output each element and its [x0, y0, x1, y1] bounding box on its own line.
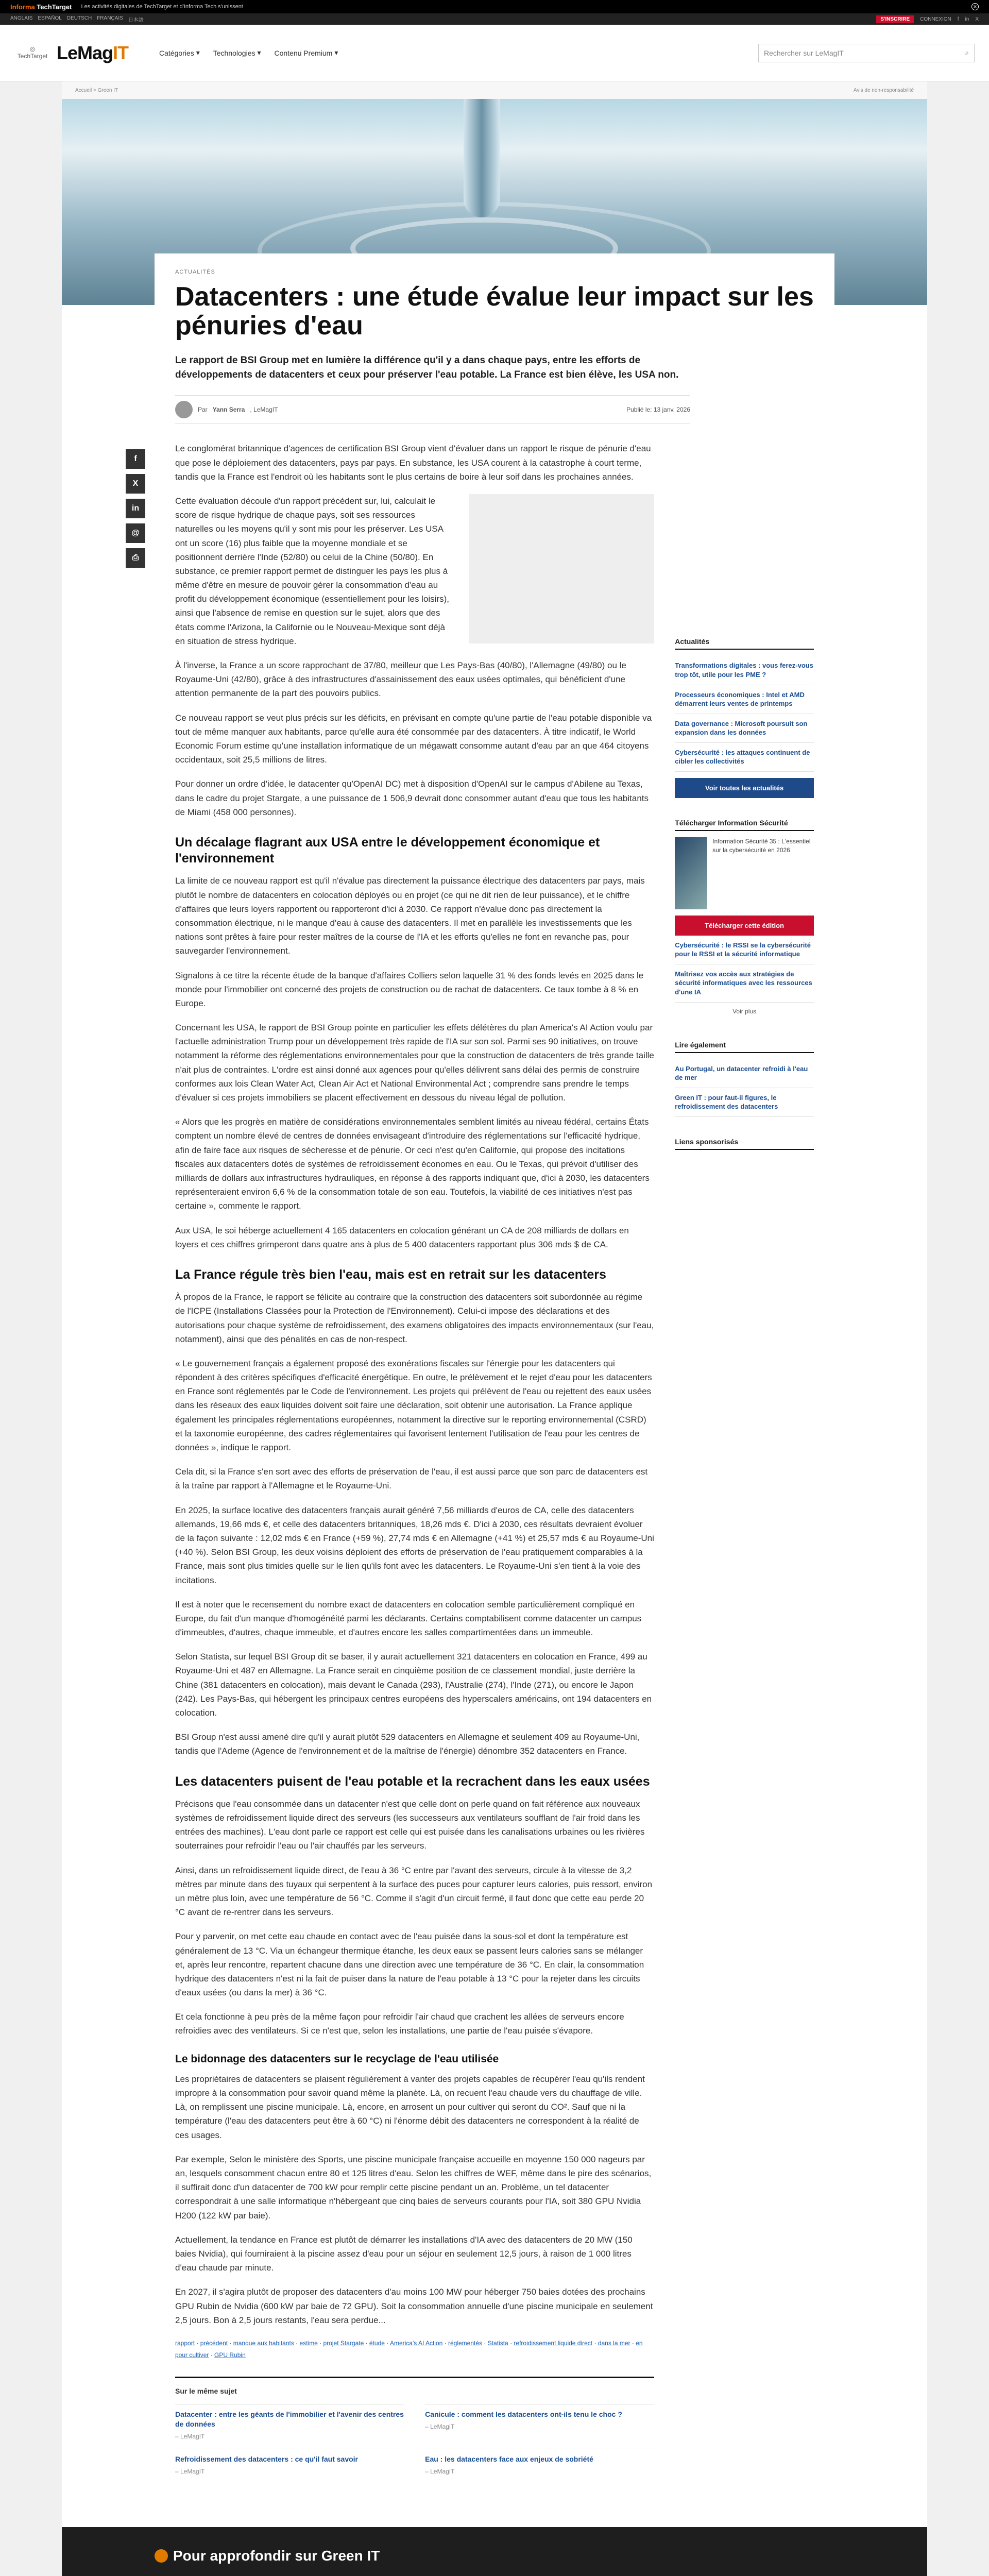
- paragraph: Par exemple, Selon le ministère des Sports, une piscine municipale française accueille en moyenne 150 000 nageurs par an, lesquels consomment chacun entre 80 et 125 litres d'eau. Selon les chiffres de WEF, même dans le pire des scénarios, il suffirait donc d'un datacenter de 700 kW pour remplir cette piscine pendant un an. Problème, un tel datacenter correspondrait à une salle informatique n'hébergeant que cinq baies de serveurs courants pour l'IA, soit 380 GPU Nvidia H200 (122 kW par baie).: [175, 2154, 652, 2221]
- article-kicker: ACTUALITÉS: [175, 269, 215, 275]
- section-title: Pour approfondir sur Green IT: [173, 2547, 380, 2564]
- paragraph: Concernant les USA, le rapport de BSI Group pointe en particulier les effets délétères du plan America's AI Action voulu par l'actuelle administration Trump pour un développement très rapide de l'IA sur son sol. Parmi ses 90 initiatives, on trouve notamment la réforme des réglementations environnementales pour que la construction de datacenters de très grande taille n'ait plus de contraintes. L'ordre est ainsi donné aux agences pour qu'elles délivrent sans délai des permis de construire conformes aux lois Clean Water Act, Clean Air Act et National Environmental Act ; comprendre sans prendre le temps d'évaluer si ces projets immobiliers se placent effectivement en dessous du niveau légal de pollution.: [175, 1023, 654, 1103]
- inline-ad[interactable]: [469, 494, 654, 643]
- search-icon[interactable]: ⌕: [965, 48, 969, 57]
- also-read-item[interactable]: Au Portugal, un datacenter refroidi à l'eau de mer: [675, 1059, 814, 1088]
- breadcrumb: [62, 81, 927, 99]
- paragraph: En 2027, il s'agira plutôt de proposer des datacenters d'au moins 100 MW pour héberger 750 baies dotées des prochains GPU Rubin de Nvidia (600 kW par baie de 72 GPU). Soit la consommation annuelle d'une piscine municipale en seulement 2,5 jours. Bon à 2,5 jours restants, l'eau sera perdue...: [175, 2287, 653, 2325]
- paragraph: Cela dit, si la France s'en sort avec des efforts de préservation de l'eau, il est aussi parce que son parc de datacenters est à la traîne par rapport à l'Allemagne et le Royaume-Uni.: [175, 1467, 648, 1491]
- article-link[interactable]: America's AI Action: [389, 2339, 443, 2347]
- article-link[interactable]: manque aux habitants: [233, 2339, 294, 2347]
- x-share-icon[interactable]: X: [126, 474, 145, 494]
- paragraph: Les propriétaires de datacenters se plaisent régulièrement à vanter des projets capables de récupérer l'eau qu'ils rendent impropre à la consommation pour savoir quand même la planète. Là, on recuent l'eau chaude vers du chauffage de ville. Là, on remplissent une piscine municipale. Là, encore, en arrosent un pour cultiver qui seront du CO². Sauf que ni la température (l'eau des datacenters peut être à 60 °C) ni l'énorme débit des datacenters ne correspondent à la réalité de ces usages.: [175, 2074, 645, 2140]
- email-share-icon[interactable]: @: [126, 523, 145, 543]
- author-link[interactable]: Yann Serra: [212, 406, 245, 414]
- share-bar: [126, 449, 145, 568]
- paragraph: Précisons que l'eau consommée dans un datacenter n'est que celle dont on perle quand on fait référence aux nouveaux systèmes de refroidissement liquide direct des serveurs (les successeurs aux ventilateurs soufflant de l'air froid dans les entrées des machines). L'eau dont parle ce rapport est celle qui est puisée dans les canalisations urbaines ou les rivières souterraines pour refroidir l'eau ou l'air chauffés par les serveurs.: [175, 1799, 645, 1851]
- print-icon[interactable]: ⎙: [126, 548, 145, 568]
- login-link[interactable]: CONNEXION: [920, 16, 951, 22]
- paragraph: Il est à noter que le recensement du nombre exact de datacenters en colocation semble particulièrement compliqué en Europe, du fait d'un manque d'homogénéité parmi les déclarants. Certains comptabilisent comme datacenter un campus d'immeubles, d'autres, chaque immeuble, et d'autres encore les salles compartimentées dans un immeuble.: [175, 1599, 642, 1638]
- nav-categories[interactable]: Catégories ▾: [159, 48, 200, 57]
- sidebar: [675, 442, 814, 2476]
- section-heading: Les datacenters puisent de l'eau potable et la recrachent dans les eaux usées: [175, 1774, 650, 1789]
- chevron-down-icon: ▾: [334, 48, 338, 57]
- paragraph: Et cela fonctionne à peu près de la même façon pour refroidir l'air chaud que crachent les allées de serveurs encore refroidies avec des ventilateurs. Si ce n'est que, selon les installations, une partie de l'eau puisée s'évapore.: [175, 2012, 624, 2036]
- article-link[interactable]: rapport: [175, 2339, 195, 2347]
- also-read-item[interactable]: Green IT : pour faut-il figures, le refroidissement des datacenters: [675, 1088, 814, 1117]
- chevron-down-icon: ▾: [196, 48, 200, 57]
- paragraph: Pour donner un ordre d'idée, le datacenter qu'OpenAI DC) met à disposition d'OpenAI sur le campus d'Abilene au Texas, dans le cadre du projet Stargate, a une puissance de 1 506,9 devrait donc consommer autant d'eau que tous les habitants de Miami (458 000 personnes).: [175, 779, 649, 817]
- byline: Par Yann Serra , LeMagIT Publié le: 13 janv. 2026: [175, 395, 690, 424]
- topbar-message[interactable]: Les activités digitales de TechTarget et d'Informa Tech s'unissent: [81, 4, 243, 10]
- search-input[interactable]: Rechercher sur LeMagIT ⌕: [758, 44, 975, 62]
- paragraph: Ce nouveau rapport se veut plus précis sur les déficits, en prévisant en compte qu'une partie de l'eau potable disponible va tout de même manquer aux habitants, parce qu'elle aura été consommée par des datacenters. À titre indicatif, le World Economic Forum estime qu'une installation informatique de un mégawatt consomme autant d'eau par an que 464 citoyens occidentaux, soit 25,5 millions de litres.: [175, 713, 652, 765]
- language-bar: [0, 13, 989, 25]
- lang-link[interactable]: ANGLAIS: [10, 15, 33, 21]
- article-link[interactable]: refroidissement liquide direct: [514, 2339, 593, 2347]
- close-icon[interactable]: ✕: [971, 3, 979, 10]
- avatar: [175, 401, 193, 418]
- facebook-icon[interactable]: f: [957, 16, 959, 22]
- see-more-link[interactable]: Voir plus: [732, 1007, 757, 1015]
- nav-technologies[interactable]: Technologies ▾: [213, 48, 261, 57]
- paragraph: Actuellement, la tendance en France est plutôt de démarrer les installations d'IA avec des datacenters de 20 MW (150 baies Nvidia), qui fourniraient à la piscine assez d'eau pour un séjour en seulement 12,5 jours, à raison de 1 000 litres d'eau chaude par minute.: [175, 2234, 633, 2273]
- article-links: rapport · précédent · manque aux habitants · estime · projet Stargate · étude · America's AI Action · réglementés · Statista · refroidissement liquide direct · dans la mer · en pour cultiver · GPU Rubin: [175, 2339, 643, 2359]
- paragraph: Selon Statista, sur lequel BSI Group dit se baser, il y aurait actuellement 321 datacenters en colocation en France, 499 au Royaume-Uni et 487 en Allemagne. La France serait en cinquième position de ce classement mondial, juste derrière la Chine (381 datacenters en colocation), mais devant le Canada (293), l'Australie (274), l'Inde (271), ou encore le Japon (242). Les Pays-Bas, qui hébergent les principaux centres européens des hyperscalers américains, ont 194 datacenters en colocation.: [175, 1652, 652, 1718]
- arrow-icon: [155, 2549, 168, 2563]
- news-item[interactable]: Cybersécurité : les attaques continuent de cibler les collectivités: [675, 743, 814, 772]
- lang-link[interactable]: 日本語: [128, 17, 144, 23]
- section-subheading: Le bidonnage des datacenters sur le recyclage de l'eau utilisée: [175, 2053, 499, 2065]
- article-link[interactable]: dans la mer: [598, 2339, 630, 2347]
- lang-link[interactable]: FRANÇAIS: [97, 15, 123, 21]
- paragraph: Signalons à ce titre la récente étude de la banque d'affaires Colliers selon laquelle 31 % des fonds levés en 2025 dans le monde pour l'immobilier ont concerné des projets de construction ou de rachat de datacenters. Ce taux tombe à 8 % en Europe.: [175, 970, 644, 1008]
- paragraph: Aux USA, le soi héberge actuellement 4 165 datacenters en colocation générant un CA de 208 milliards de dollars en loyers et ces chiffres grimperont dans quatre ans à plus de 5 400 datacenters rapportant plus 306 mds $ de CA.: [175, 1225, 629, 1249]
- article-link[interactable]: Statista: [487, 2339, 508, 2347]
- paragraph: « Le gouvernement français a également proposé des exonérations fiscales sur l'énergie pour les datacenters qui répondent à des critères spécifiques d'efficacité énergétique. En outre, le prélèvement et le rejet d'eau pour les datacenters en France sont réglementés par le Code de l'environnement. Les projets qui prélèvent de l'eau ou rejettent des eaux usées dans les réseaux des eaux liquides doivent soit faire une déclaration, soit obtenir une autorisation. La France applique également les principales réglementations européennes, notamment la directive sur le reporting environnemental (CSRD) et la taxonomie européenne, des cadres réglementaires qui favorisent lentement l'utilisation de l'eau pour les centres de données », indique le rapport.: [175, 1358, 652, 1453]
- water-drop: [464, 99, 500, 217]
- download-button[interactable]: Télécharger cette édition: [675, 916, 814, 936]
- informa-topbar: [0, 0, 989, 13]
- sponsored-widget: [675, 1138, 814, 1150]
- disclaimer-link[interactable]: Avis de non-responsabilité: [853, 87, 914, 93]
- magazine-description: Information Sécurité 35 : L'essentiel sur la cybersécurité en 2026: [712, 837, 811, 854]
- page-title: Datacenters : une étude évalue leur impact sur les pénuries d'eau: [175, 282, 814, 341]
- article-link[interactable]: réglementés: [448, 2339, 483, 2347]
- paragraph: Le conglomérat britannique d'agences de certification BSI Group vient d'évaluer dans un rapport le risque de pénurie d'eau que pose le déploiement des datacenters, pays par pays. En substance, les USA courent à la catastrophe à court terme, tandis que la France est l'endroit où les habitants sont le plus certains de boire à leur soif dans les prochaines années.: [175, 444, 651, 482]
- paragraph: En 2025, la surface locative des datacenters français aurait généré 7,56 milliards d'euros de CA, celle des datacenters allemands, 19,66 mds €, et celle des datacenters britanniques, 18,26 mds €. D'ici à 2030, ces résultats devraient évoluer de la façon suivante : 12,02 mds € en France (+59 %), 27,74 mds € en Allemagne (+41 %) et 25,57 mds € au Royaume-Uni (+40 %). Selon BSI Group, les deux voisins déploient des efforts de préservation de l'eau pratiquement comparables à la France, mais sont plus timides quelle sur le lien qu'ils font avec les datacenters. Le Royaume-Uni s'en tient à la voie des incitations.: [175, 1505, 654, 1585]
- x-icon[interactable]: X: [975, 16, 979, 22]
- related-item[interactable]: Datacenter : entre les géants de l'immobilier et l'avenir des centres de données – LeMagIT: [175, 2404, 404, 2441]
- article-body: [175, 442, 654, 2476]
- publish-date: Publié le: 13 janv. 2026: [626, 406, 690, 414]
- widget-title: Télécharger Information Sécurité: [675, 819, 814, 831]
- magazine-cover[interactable]: [675, 837, 707, 909]
- section-heading: La France régule très bien l'eau, mais est en retrait sur les datacenters: [175, 1267, 606, 1282]
- nav-premium[interactable]: Contenu Premium ▾: [274, 48, 338, 57]
- download-widget: [675, 819, 814, 1020]
- news-item[interactable]: Data governance : Microsoft poursuit son expansion dans les données: [675, 714, 814, 743]
- paragraph: « Alors que les progrès en matière de considérations environnementales semblent limités au niveau fédéral, certains États comptent un nombre élevé de centres de données envisageant d'introduire des réglementations sur l'efficacité hydrique, afin de faire face aux risques de sécheresse et de pénurie. Or ceci n'est qu'en Californie, qui propose des incitations fiscales aux datacenters dotés de systèmes de refroidissement économes en eau. Ou le Texas, qui prévoit d'utiliser des milliards de dollars aux infrastructures hydrauliques, en réponse à des rapports indiquant que, d'ici à 2030, les datacenters représenteraient environ 6,6 % de la consommation totale de son eau. Toutefois, la viabilité de ces initiatives n'est pas certaine », commente le rapport.: [175, 1117, 650, 1211]
- informa-brand[interactable]: Informa TechTarget: [10, 3, 72, 11]
- related-item[interactable]: Canicule : comment les datacenters ont-ils tenu le choc ? – LeMagIT: [425, 2404, 654, 2441]
- techtarget-logo[interactable]: ◎ TechTarget: [17, 45, 48, 60]
- article: [131, 253, 834, 2506]
- news-item[interactable]: Processeurs économiques : Intel et AMD démarrent leurs ventes de printemps: [675, 685, 814, 714]
- more-on-topic: [62, 2527, 927, 2576]
- news-item[interactable]: Transformations digitales : vous ferez-vous trop tôt, utile pour les PME ?: [675, 656, 814, 685]
- lang-link[interactable]: ESPAÑOL: [38, 15, 62, 21]
- article-lead: Le rapport de BSI Group met en lumière la différence qu'il y a dans chaque pays, entre les efforts de développements de datacenters et ceux pour préserver l'eau potable. La France est bien élève, les USA non.: [175, 355, 679, 380]
- related-item[interactable]: Refroidissement des datacenters : ce qu'il faut savoir – LeMagIT: [175, 2449, 404, 2476]
- facebook-share-icon[interactable]: f: [126, 449, 145, 469]
- chevron-down-icon: ▾: [257, 48, 261, 57]
- related-item[interactable]: Eau : les datacenters face aux enjeux de sobriété – LeMagIT: [425, 2449, 654, 2476]
- article-link[interactable]: GPU Rubin: [214, 2351, 246, 2359]
- download-item[interactable]: Cybersécurité : le RSSI se la cybersécurité pour le RSSI et la sécurité informatique: [675, 936, 814, 964]
- linkedin-icon[interactable]: in: [965, 16, 969, 22]
- related-articles: [175, 2377, 654, 2476]
- main-nav: [159, 48, 338, 57]
- news-widget: [675, 637, 814, 798]
- lang-link[interactable]: DEUTSCH: [66, 15, 92, 21]
- paragraph: Cette évaluation découle d'un rapport précédent sur, lui, calculait le score de risque hydrique de chaque pays, soit ses ressources naturelles ou les moyens qu'il y sont mis pour les préserver. Les USA ont un score (16) plus faible que la moyenne mondiale et se positionnent derrière l'Inde (52/80) ou celui de la Chine (50/80). En substance, ce premier rapport permet de distinguer les pays les plus à même d'être en mesure de pouvoir gérer la consommation d'eau au profit du développement économique (essentiellement pour les loisirs), ainsi que l'absence de remise en question sur le sujet, alors que des états comme l'Arizona, la Californie ou le Nouveau-Mexique sont déjà en situation de stress hydrique.: [175, 496, 450, 646]
- also-read-widget: [675, 1041, 814, 1117]
- page-container: [62, 81, 927, 2576]
- widget-title: Liens sponsorisés: [675, 1138, 814, 1150]
- paragraph: BSI Group n'est aussi amené dire qu'il y aurait plutôt 529 datacenters en Allemagne et seulement 409 au Royaume-Uni, tandis que l'Ademe (Agence de l'environnement et de la maîtrise de l'énergie) dénombre 352 datacenters en France.: [175, 1732, 640, 1756]
- paragraph: La limite de ce nouveau rapport est qu'il n'évalue pas directement la puissance électrique des datacenters par pays, mais plutôt le nombre de datacenters en colocation déployés ou en projet (ce qui ne dit rien de leur puissance), et le chiffre d'affaires que leurs loyers rapportent ou rapporteront d'ici à 2030. Ce rapport n'évalue donc pas directement la consommation électrique, ni le manque d'eau à cause des datacenters. Il met en parallèle les investissements que les nations sont prêtes à faire pour rester maîtres de la course de l'IA et les efforts qu'elles ne font en revanche pas, pour sauvegarder l'environnement.: [175, 876, 645, 956]
- article-link[interactable]: précédent: [200, 2339, 228, 2347]
- breadcrumb-path[interactable]: Accueil > Green IT: [75, 87, 118, 93]
- masthead: [0, 25, 989, 81]
- widget-title: Actualités: [675, 637, 814, 650]
- paragraph: Ainsi, dans un refroidissement liquide direct, de l'eau à 36 °C entre par l'avant des serveurs, circule à la vitesse de 3,2 mètres par minute dans des tuyaux qui serpentent à la surface des puces pour capturer leurs calories, puis ressort, environ un mètre plus loin, avec une température de 56 °C. Comme il s'agit d'un circuit fermé, il faut donc que cette eau perde 20 °C avant de re-rentrer dans les serveurs.: [175, 1865, 653, 1918]
- article-link[interactable]: étude: [369, 2339, 385, 2347]
- article-link[interactable]: projet Stargate: [323, 2339, 364, 2347]
- widget-title: Lire également: [675, 1041, 814, 1053]
- paragraph: À l'inverse, la France a un score rapprochant de 37/80, meilleur que Les Pays-Bas (40/80), l'Allemagne (49/80) ou le Royaume-Uni (42/80), grâce à des infrastructures d'assainissement des eaux usées optimales, qui bénéficient d'une attention permanente de la part des pouvoirs publics.: [175, 660, 626, 699]
- all-news-button[interactable]: Voir toutes les actualités: [675, 778, 814, 798]
- article-link[interactable]: estime: [299, 2339, 318, 2347]
- download-item[interactable]: Maîtrisez vos accès aux stratégies de sécurité informatiques avec les ressources d'une IA: [675, 964, 814, 1003]
- linkedin-share-icon[interactable]: in: [126, 499, 145, 518]
- related-title: Sur le même sujet: [175, 2386, 237, 2395]
- lemagit-logo[interactable]: LeMagIT: [57, 42, 129, 63]
- paragraph: À propos de la France, le rapport se félicite au contraire que la construction des datacenters soit subordonnée au régime de l'ICPE (Installations Classées pour la Protection de l'Environnement). Celui-ci impose des déclarations et des autorisations pour chaque système de refroidissement, des examens obligatoires des impacts environnementaux (sur l'eau, notamment), ainsi que des pénalités en cas de non-respect.: [175, 1292, 654, 1344]
- article-link[interactable]: en pour cultiver: [175, 2339, 643, 2359]
- section-heading: Un décalage flagrant aux USA entre le développement économique et l'environnement: [175, 835, 600, 866]
- paragraph: Pour y parvenir, on met cette eau chaude en contact avec de l'eau puisée dans la sous-sol et dont la température est généralement de 13 °C. Via un échangeur thermique étanche, les deux eaux se passent leurs calories sans se mélanger et, après leur rencontre, repartent chacune dans une direction avec une température de 36 °C. En clair, la consommation hydrique des datacenters n'est ni la fait de puiser dans la nature de l'eau potable à 13 °C pour la rejeter dans les circuits d'eaux usées (ou dans la mer) à 36 °C.: [175, 1931, 644, 1998]
- register-button[interactable]: S'INSCRIRE: [876, 15, 914, 23]
